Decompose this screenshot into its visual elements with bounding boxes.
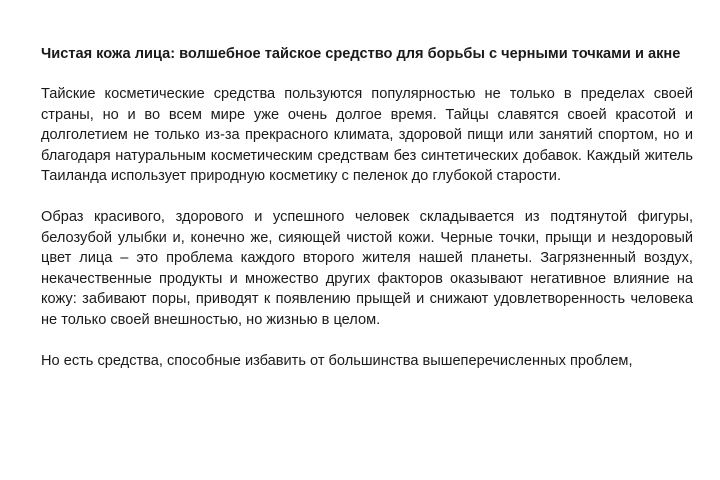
paragraph-2: Образ красивого, здорового и успешного человек складывается из подтянутой фигуры, белозубой улыбки и, конечно же, сияющей чистой кожи. Черные точки, прыщи и нездоровый цвет лица – это проблема каждого второго жителя нашей планеты. Загрязненный воздух, некачественные продукты и множество других факторов оказывают негативное влияние на кожу: забивают поры, приводят к появлению прыщей и снижают удовлетворенность человека не только своей внешностью, но жизнью в целом. — [41, 209, 693, 328]
document-body — [41, 44, 693, 371]
paragraph-3: Но есть средства, способные избавить от большинства вышеперечисленных проблем, — [41, 352, 633, 369]
paragraph-1: Тайские косметические средства пользуются популярностью не только в пределах своей страны, но и во всем мире уже очень долгое время. Тайцы славятся своей красотой и долголетием не только из-за прекрасного климата, здоровой пищи или занятий спортом, но и благодаря натуральным косметическим средствам без синтетических добавок. Каждый житель Таиланда использует природную косметику с пеленок до глубокой старости. — [41, 86, 693, 184]
article-title: Чистая кожа лица: волшебное тайское средство для борьбы с черными точками и акне — [41, 46, 681, 62]
